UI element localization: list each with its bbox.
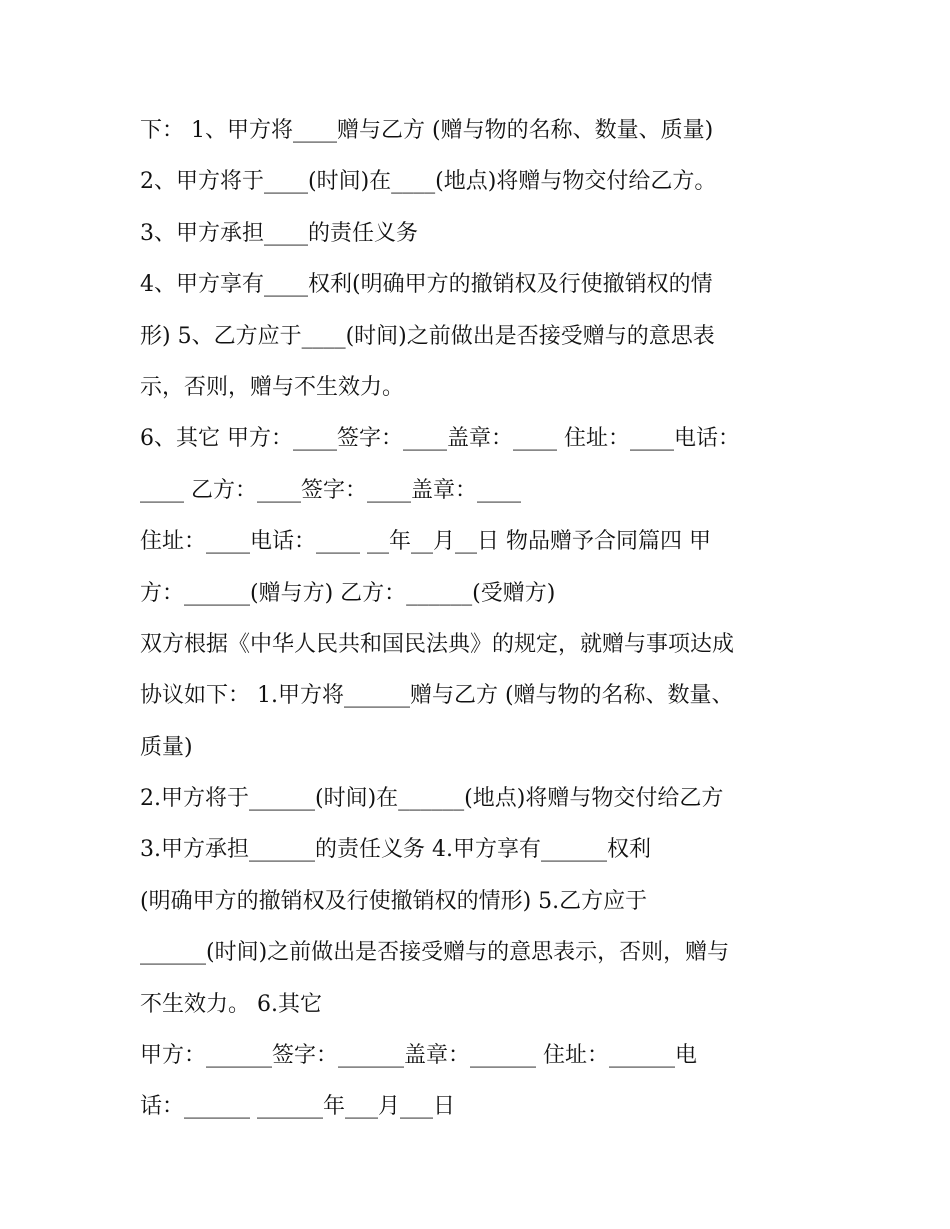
text-line: 3、甲方承担____的责任义务 [140, 220, 418, 246]
text-line: 不生效力。 6.其它 [140, 991, 322, 1017]
text-line: 示，否则，赠与不生效力。 [140, 374, 405, 400]
text-line: 形) 5、乙方应于____(时间)之前做出是否接受赠与的意思表 [140, 323, 715, 349]
text-line: 方：______(赠与方) 乙方：______(受赠方) [140, 580, 556, 606]
contract-text [140, 105, 830, 1133]
text-line: 2、甲方将于____(时间)在____(地点)将赠与物交付给乙方。 [140, 169, 717, 195]
text-line: 2.甲方将于______(时间)在______(地点)将赠与物交付给乙方 [140, 786, 724, 812]
text-line: 甲方：______签字：______盖章：______ 住址：______电 [140, 1043, 697, 1069]
text-line: ______(时间)之前做出是否接受赠与的意思表示，否则，赠与 [140, 940, 730, 966]
text-line: 3.甲方承担______的责任义务 4.甲方享有______权利 [140, 837, 651, 863]
text-line: 4、甲方享有____权利(明确甲方的撤销权及行使撤销权的情 [140, 272, 713, 298]
text-line: 质量) [140, 734, 193, 760]
text-line: 住址：____电话：____ __年__月__日 物品赠予合同篇四 甲 [140, 529, 711, 555]
text-line: 6、其它 甲方：____签字：____盖章：____ 住址：____电话： [140, 426, 740, 452]
text-line: 下： 1、甲方将____赠与乙方 (赠与物的名称、数量、质量) [140, 118, 714, 143]
text-line: (明确甲方的撤销权及行使撤销权的情形) 5.乙方应于 [140, 888, 648, 914]
text-line: ____ 乙方：____签字：____盖章：____ [140, 477, 521, 503]
text-line: 协议如下： 1.甲方将______赠与乙方 (赠与物的名称、数量、 [140, 683, 734, 709]
text-line: 双方根据《中华人民共和国民法典》的规定，就赠与事项达成 [140, 631, 735, 657]
text-line: 话：______ ______年___月___日 [140, 1094, 455, 1120]
